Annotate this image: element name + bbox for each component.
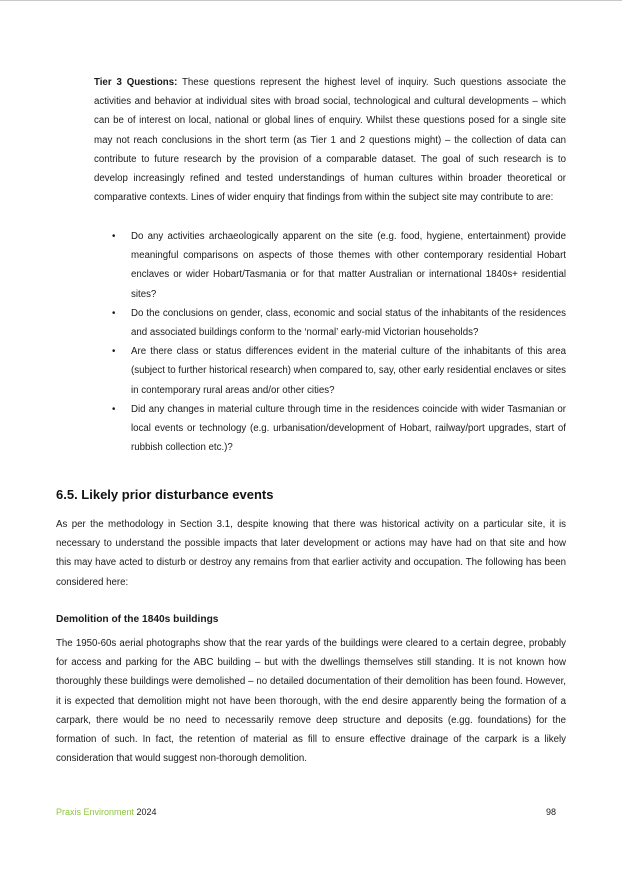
tier3-label: Tier 3 Questions: [94,77,178,88]
list-item [94,400,566,458]
list-item-text: Are there class or status differences evident in the material culture of the inhabitants of this area (subject to further historical research) when compared to, say, other early residential enclaves or sites in contemporary rural areas and/or other cities? [131,346,566,396]
bullet-icon: • [112,307,116,319]
subsection-heading: Demolition of the 1840s buildings [56,614,219,625]
footer-brand-line [56,807,157,817]
footer-year: 2024 [134,807,157,817]
list-item-text: Did any changes in material culture through time in the residences coincide with wider Tasmanian or local events or technology (e.g. urbanisation/development of Hobart, railway/port upgrades, start of rubbish collection etc.)? [131,403,566,454]
list-item [94,304,566,342]
list-item-text: Do any activities archaeologically apparent on the site (e.g. food, hygiene, entertainment) provide meaningful comparisons on aspects of those themes with other contemporary residential Hobart enclaves or wider Hobart/Tasmania or for that matter Australian or international 1840s+ residential sites? [131,231,566,300]
list-item [94,342,566,400]
list-item [94,227,566,304]
bullet-icon: • [112,346,116,358]
section-heading: 6.5. Likely prior disturbance events [56,487,274,502]
section-intro-paragraph: As per the methodology in Section 3.1, despite knowing that there was historical activity on a particular site, it is necessary to understand the possible impacts that later development or actions may have had on that site and how this may have acted to disturb or destroy any remains from that earlier activity and occupation. The following has been considered here: [56,519,566,588]
footer-brand: Praxis Environment [56,807,135,817]
bullet-icon: • [112,231,116,242]
page-number: 98 [546,807,557,817]
demolition-paragraph: The 1950-60s aerial photographs show that the rear yards of the buildings were cleared to a certain degree, probably for access and parking for the ABC building – but with the dwellings themselves still standing. It is not known how thoroughly these buildings were demolished – no detailed documentation of their demolition has been found. However, it is expected that demolition might not have been thorough, with the end desire apparently being the formation of a carpark, there would be no need to necessarily remove deep structure and deposits (e.gg. foundations) for the formation of such. In fact, the retention of material as fill to ensure effective drainage of the carpark is a likely consideration that would suggest non-thorough demolition. [56,638,566,765]
bullet-icon: • [112,403,116,415]
list-item-text: Do the conclusions on gender, class, economic and social status of the inhabitants of the residences and associated buildings conform to the ‘normal’ early-mid Victorian households? [131,307,566,339]
research-questions-list [94,227,566,457]
tier3-paragraph [94,73,566,207]
tier3-text: These questions represent the highest level of inquiry. Such questions associate the activities and behavior at individual sites with broad social, technological and cultural developments – which can be of interest on local, national or global lines of enquiry. Whilst these questions posed for a single site may not reach conclusions in the short term (as Tier 1 and 2 questions might) – the collection of data can contribute to future research by the provision of a comparable dataset. The goal of such research is to develop increasingly refined and tested understandings of human cultures within broader theoretical or comparative contexts. Lines of wider enquiry that findings from within the subject site may contribute to are: [94,77,566,204]
page-top-rule [0,0,622,1]
